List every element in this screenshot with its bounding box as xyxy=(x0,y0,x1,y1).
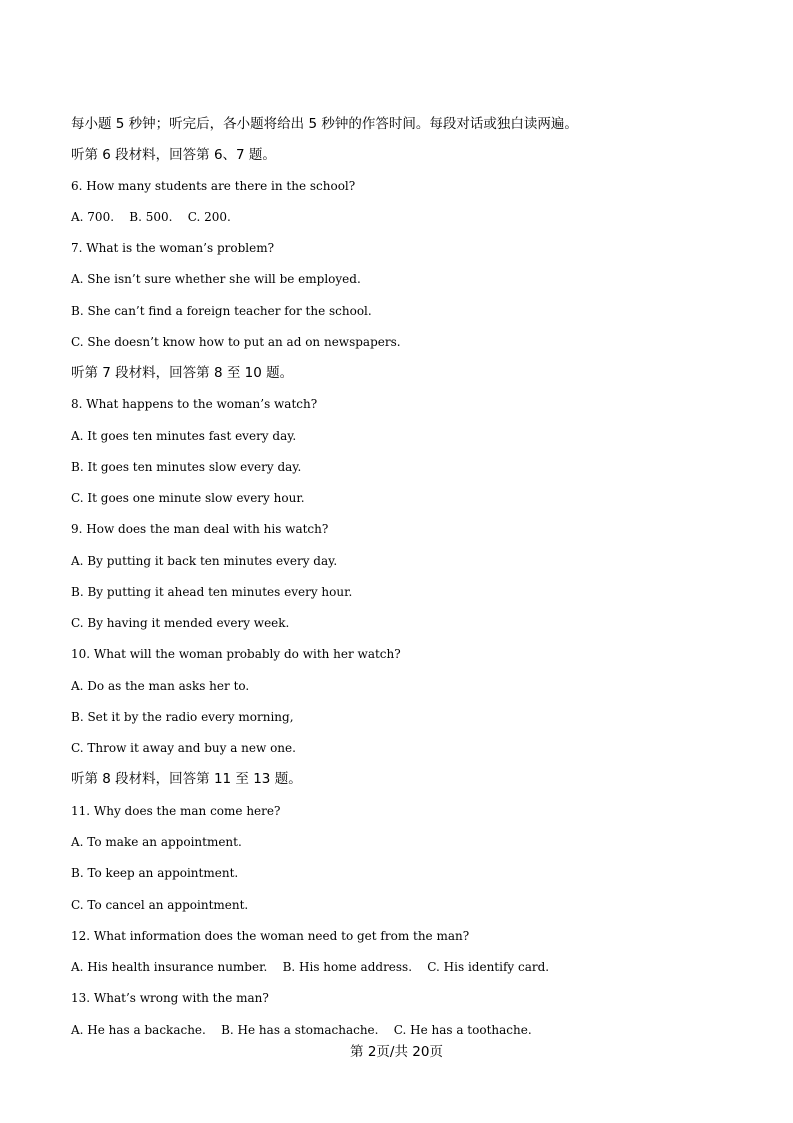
option-text: A. She isn’t sure whether she will be employed. xyxy=(71,272,361,286)
option-text: C. Throw it away and buy a new one. xyxy=(71,741,296,755)
option-text: A. He has a backache. B. He has a stomachache. C. He has a toothache. xyxy=(71,1023,532,1037)
question-text: 11. Why does the man come here? xyxy=(71,804,281,818)
option-text: A. His health insurance number. B. His home address. C. His identify card. xyxy=(71,960,550,974)
option-text: A. It goes ten minutes fast every day. xyxy=(71,429,297,443)
option-text: C. She doesn’t know how to put an ad on newspapers. xyxy=(71,335,401,349)
option-text: B. She can’t find a foreign teacher for the school. xyxy=(71,304,372,318)
section-heading: 听第 7 段材料，回答第 8 至 10 题。 xyxy=(71,365,294,381)
question-text: 8. What happens to the woman’s watch? xyxy=(71,397,318,411)
option-text: B. Set it by the radio every morning, xyxy=(71,710,294,724)
section-heading: 听第 6 段材料，回答第 6、7 题。 xyxy=(71,147,276,163)
question-text: 6. How many students are there in the school? xyxy=(71,179,356,193)
page-footer: 第 2页/共 20页 xyxy=(350,1044,443,1060)
question-text: 13. What’s wrong with the man? xyxy=(71,991,269,1005)
option-text: C. It goes one minute slow every hour. xyxy=(71,491,305,505)
option-text: B. By putting it ahead ten minutes every hour. xyxy=(71,585,353,599)
option-text: A. 700. B. 500. C. 200. xyxy=(71,210,231,224)
option-text: A. Do as the man asks her to. xyxy=(71,679,250,693)
option-text: C. To cancel an appointment. xyxy=(71,898,249,912)
intro-text: 每小题 5 秒钟；听完后，各小题将给出 5 秒钟的作答时间。每段对话或独白读两遍。 xyxy=(71,116,578,132)
question-text: 12. What information does the woman need to get from the man? xyxy=(71,929,470,943)
question-text: 9. How does the man deal with his watch? xyxy=(71,522,329,536)
option-text: C. By having it mended every week. xyxy=(71,616,290,630)
option-text: A. By putting it back ten minutes every day. xyxy=(71,554,338,568)
option-text: B. It goes ten minutes slow every day. xyxy=(71,460,302,474)
option-text: B. To keep an appointment. xyxy=(71,866,239,880)
option-text: A. To make an appointment. xyxy=(71,835,242,849)
section-heading: 听第 8 段材料，回答第 11 至 13 题。 xyxy=(71,771,302,787)
question-text: 10. What will the woman probably do with her watch? xyxy=(71,647,401,661)
question-text: 7. What is the woman’s problem? xyxy=(71,241,275,255)
